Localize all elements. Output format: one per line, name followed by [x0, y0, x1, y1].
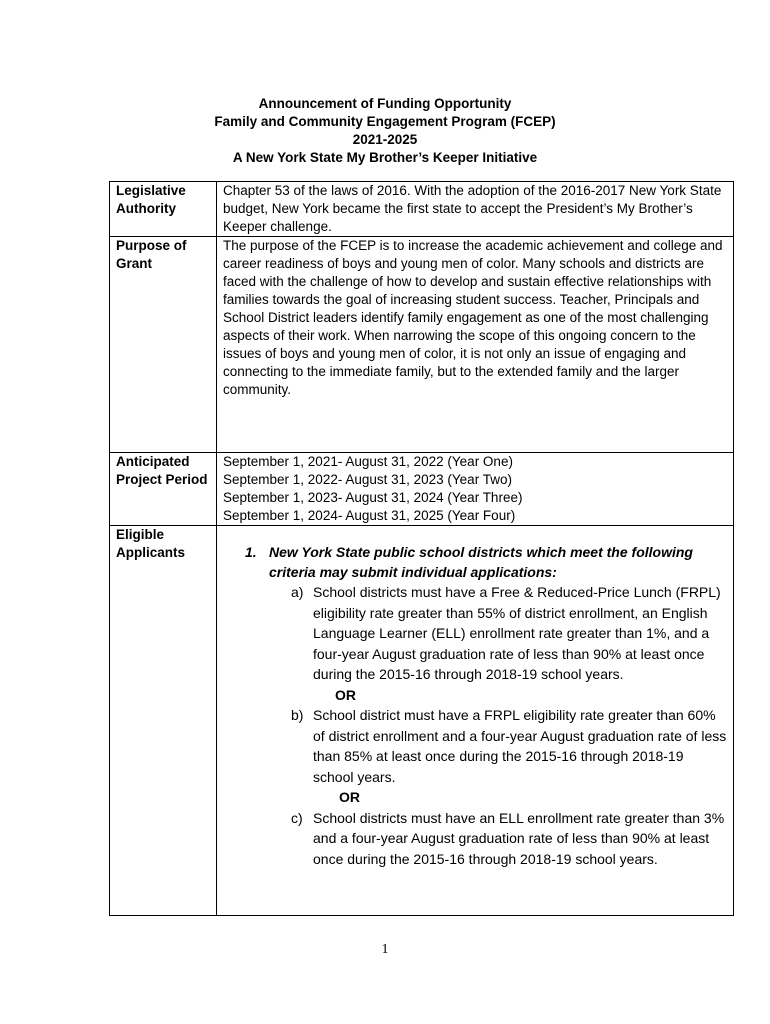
period-year-four: September 1, 2024- August 31, 2025 (Year Four) [223, 508, 516, 523]
purpose-label: Purpose of Grant [110, 237, 217, 453]
funding-details-table [109, 181, 734, 916]
eligible-applicants-label: Eligible Applicants [110, 526, 217, 916]
period-year-two: September 1, 2022- August 31, 2023 (Year Two) [223, 472, 512, 487]
criteria-item-c [291, 808, 727, 870]
eligible-applicants-content [217, 526, 734, 916]
header-years: 2021-2025 [352, 132, 418, 147]
purpose-text: The purpose of the FCEP is to increase the academic achievement and college and career readiness of boys and young men of color. Many schools and districts are faced with the challenge of how to develop and sustain effective relationships with families towards the goal of increasing student success. Teacher, Principals and School District leaders identify family engagement as one of the most challenging aspects of their work. When narrowing the scope of this ongoing concern to the issues of boys and young men of color, it is not only an issue of engaging and connecting to the immediate family, but to the extended family and the larger community. [217, 237, 734, 453]
criteria-item-b-marker: b) [291, 707, 304, 723]
page-number: 1 [381, 942, 389, 957]
criteria-number: 1. [245, 544, 257, 560]
document-header [0, 95, 770, 167]
project-period-list [217, 453, 734, 526]
period-year-three: September 1, 2023- August 31, 2024 (Year Three) [223, 490, 523, 505]
table-row-purpose [110, 237, 734, 453]
header-initiative: A New York State My Brother’s Keeper Initiative [232, 150, 538, 165]
criteria-item-c-marker: c) [291, 809, 303, 826]
criteria-list [223, 582, 727, 869]
or-separator-2: OR [339, 789, 360, 805]
criteria-item-b-text: School district must have a FRPL eligibility rate greater than 60% of district enrollment and a four-year August graduation rate of less than 85% at least once during the 2015-16 through 2018-19 school years. [313, 707, 727, 785]
criteria-item-a-marker: a) [291, 584, 304, 600]
header-title: Announcement of Funding Opportunity [258, 96, 512, 111]
project-period-label: Anticipated Project Period [110, 453, 217, 526]
criteria-heading [245, 542, 727, 582]
criteria-item-a [291, 582, 727, 705]
legislative-authority-text: Chapter 53 of the laws of 2016. With the adoption of the 2016-2017 New York State budget, New York became the first state to accept the President’s My Brother’s Keeper challenge. [217, 182, 734, 237]
or-separator-1: OR [335, 686, 356, 703]
header-program: Family and Community Engagement Program (FCEP) [214, 114, 556, 129]
criteria-item-a-text: School districts must have a Free & Reduced-Price Lunch (FRPL) eligibility rate greater than 55% of district enrollment, an English Language Learner (ELL) enrollment rate greater than 1%, and a four-year August graduation rate of less than 90% at least once during the 2015-16 through 2018-19 school years. [313, 584, 721, 682]
table-row-legislative-authority [110, 182, 734, 237]
legislative-authority-label: Legislative Authority [110, 182, 217, 237]
criteria-heading-text: New York State public school districts which meet the following criteria may submit individual applications: [269, 544, 693, 580]
criteria-item-b [291, 705, 727, 808]
table-row-eligible-applicants [110, 526, 734, 916]
table-row-project-period [110, 453, 734, 526]
criteria-item-c-text: School districts must have an ELL enrollment rate greater than 3% and a four-year August graduation rate of less than 90% at least once during the 2015-16 through 2018-19 school years. [313, 809, 725, 867]
period-year-one: September 1, 2021- August 31, 2022 (Year One) [223, 454, 513, 469]
